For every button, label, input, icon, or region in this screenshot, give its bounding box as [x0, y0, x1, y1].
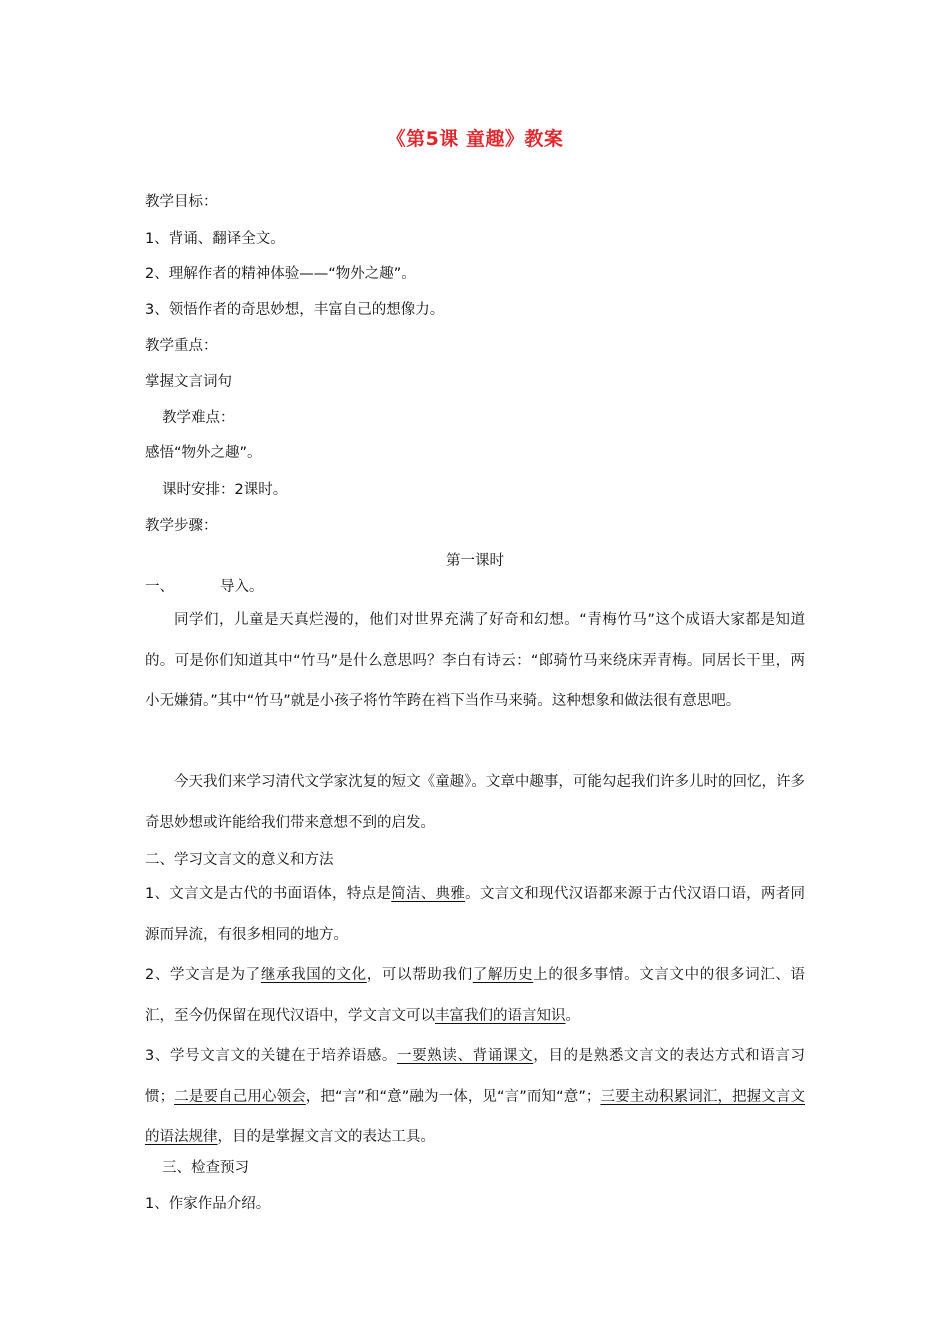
goal-item: 3、领悟作者的奇思妙想，丰富自己的想像力。: [145, 302, 445, 318]
goal-item: 2、理解作者的精神体验——“物外之趣”。: [145, 266, 416, 282]
section-title: 导入。: [220, 579, 264, 595]
method-item-3: 3、学号文言文的关键在于培养语感。一要熟读、背诵课文，目的是熟悉文言文的表达方式和语言习惯；二是要自己用心领会，把“言”和“意”融为一体，见“言”而知“意”；三要主动积累词汇，把握文言文的语法规律，目的是掌握文言文的表达工具。: [145, 1048, 806, 1146]
section-heading: [145, 577, 264, 597]
key-phrase: 继承我国的文化: [260, 967, 367, 983]
intro-paragraph-2: 今天我们来学习清代文学家沈复的短文《童趣》。文章中趣事，可能勾起我们许多儿时的回忆，许多奇思妙想或许能给我们带来意想不到的启发。: [145, 774, 805, 831]
key-phrase: 简洁、典雅: [391, 886, 466, 902]
key-phrase: 二是要自己用心领会: [174, 1088, 306, 1105]
intro-paragraph: 同学们，儿童是天真烂漫的，他们对世界充满了好奇和幻想。“青梅竹马”这个成语大家都是知道的。可是你们知道其中“竹马”是什么意思吗？李白有诗云：“郎骑竹马来绕床弄青梅。同居长干里，两小无嫌猜。”其中“竹马”就是小孩子将竹竿跨在裆下当作马来骑。这种想象和做法很有意思吧。: [145, 612, 805, 710]
steps-heading: 教学步骤：: [145, 518, 218, 534]
key-phrase: 三要主动积累词汇，把握文言文的语法规律: [145, 1088, 806, 1146]
goals-heading: 教学目标：: [145, 194, 218, 210]
key-phrase: 了解历史: [472, 967, 534, 983]
focus-heading: 教学重点：: [145, 338, 218, 354]
key-phrase: 丰富我们的语言知识: [435, 1007, 566, 1024]
method-item-1: 1、文言文是古代的书面语体，特点是简洁、典雅。文言文和现代汉语都来源于古代汉语口语，两者同源而异流，有很多相同的地方。: [145, 886, 805, 943]
section-heading-2: 二、学习文言文的意义和方法: [145, 852, 334, 868]
schedule-text: 课时安排：2课时。: [162, 482, 288, 498]
difficulty-heading: 教学难点：: [162, 410, 235, 426]
method-item-2: 2、学文言是为了继承我国的文化，可以帮助我们了解历史上的很多事情。文言文中的很多词汇、语汇，至今仍保留在现代汉语中，学文言文可以丰富我们的语言知识。: [145, 967, 806, 1024]
section-heading-3: 三、检查预习: [162, 1160, 249, 1176]
section-number: 一、: [145, 579, 174, 595]
difficulty-text: 感悟“物外之趣”。: [145, 445, 262, 461]
section-item: 1、作家作品介绍。: [145, 1196, 271, 1212]
goal-item: 1、背诵、翻译全文。: [145, 231, 285, 247]
focus-text: 掌握文言词句: [145, 374, 232, 390]
key-phrase: 一要熟读、背诵课文: [397, 1048, 534, 1064]
document-title: 《第5课 童趣》教案: [386, 128, 564, 150]
lesson-heading: 第一课时: [446, 553, 504, 569]
